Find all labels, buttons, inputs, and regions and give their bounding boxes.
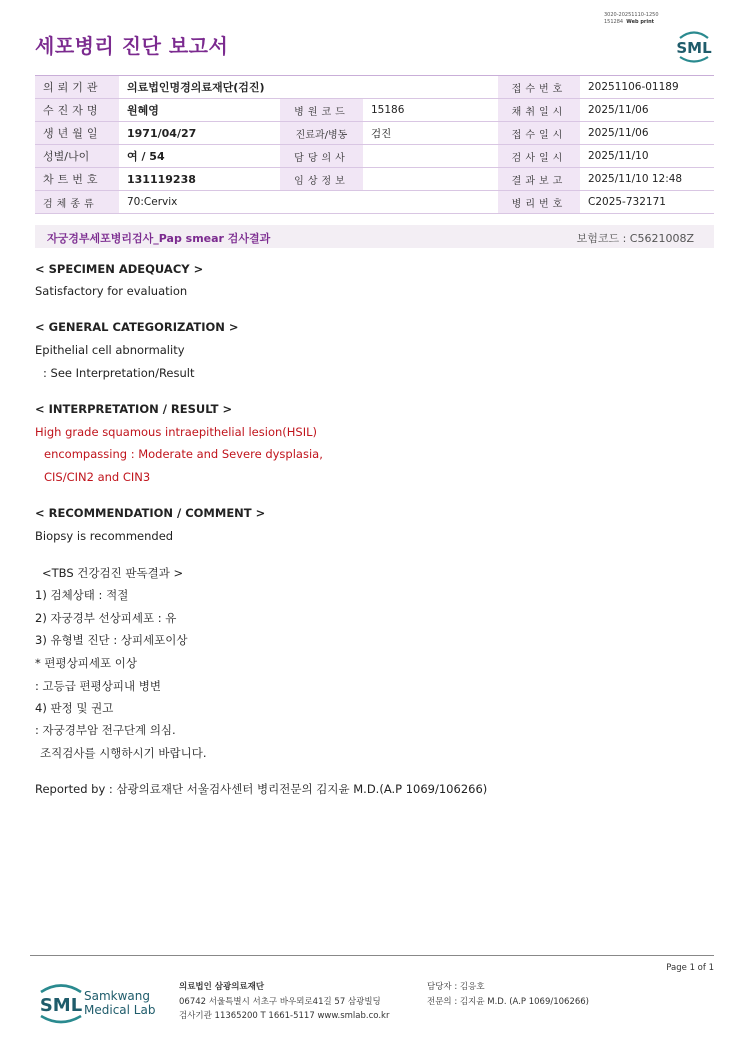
print-id: 3020-20251110-1250 [604, 12, 659, 18]
footer-organization [179, 980, 389, 1024]
patient-info-table [35, 75, 714, 214]
label-hospital-code: 병원코드 [280, 99, 363, 122]
tbs-line: 2) 자궁경부 선상피세포 : 유 [35, 611, 177, 625]
label-patient-name: 수진자명 [35, 99, 119, 122]
tbs-line: 4) 판정 및 권고 [35, 701, 114, 715]
footer-brand [84, 989, 155, 1017]
manager-name: 담당자 : 김응호 [427, 982, 485, 992]
info-row [35, 122, 714, 145]
value-patient-name: 원혜영 [119, 99, 280, 122]
adequacy-heading: < SPECIMEN ADEQUACY > [35, 262, 204, 276]
recommendation-text: Biopsy is recommended [35, 529, 174, 543]
section-header [35, 225, 714, 248]
value-requesting-institution: 의료법인명경의료재단(검진) [119, 76, 498, 99]
page-number: Page 1 of 1 [666, 963, 714, 973]
svg-text:SML: SML [39, 995, 83, 1016]
insurance-code: 보험코드 : C5621008Z [576, 232, 694, 245]
label-collection-date: 채취일시 [498, 99, 580, 122]
page-title: 세포병리 진단 보고서 [35, 34, 229, 58]
tbs-line: 조직검사를 시행하시기 바랍니다. [40, 746, 207, 760]
label-sex-age: 성별/나이 [35, 145, 119, 168]
value-receipt-date: 2025/11/06 [580, 122, 714, 145]
reported-by: Reported by : 삼광의료재단 서울검사센터 병리전문의 김지윤 M.D.(A.P 1069/106266) [35, 782, 488, 796]
tbs-line: : 고등급 편평상피내 병변 [35, 679, 161, 693]
label-birth-date: 생년월일 [35, 122, 119, 145]
section-title: 자궁경부세포병리검사_Pap smear 검사결과 [47, 232, 271, 245]
org-name: 의료법인 삼광의료재단 [179, 982, 265, 992]
specialist-name: 전문의 : 김지윤 M.D. (A.P 1069/106266) [427, 996, 589, 1007]
value-birth-date: 1971/04/27 [119, 122, 280, 145]
value-collection-date: 2025/11/06 [580, 99, 714, 122]
label-requesting-institution: 의뢰기관 [35, 76, 119, 99]
web-print-label: Web print [626, 19, 655, 25]
tbs-line: : 자궁경부암 전구단계 의심. [35, 723, 176, 737]
info-row [35, 191, 714, 214]
tbs-line: * 편평상피세포 이상 [35, 656, 137, 670]
footer-staff [427, 980, 589, 1009]
brand-line-1: Samkwang [84, 989, 150, 1003]
print-code: 151284 Web print [604, 19, 655, 25]
brand-line-2: Medical Lab [84, 1003, 156, 1017]
org-contact: 검사기관 11365200 T 1661-5117 www.smlab.co.kr [179, 1011, 390, 1021]
value-department: 검진 [363, 122, 498, 145]
sml-logo [672, 26, 716, 66]
svg-text:SML: SML [676, 39, 712, 57]
label-pathology-number: 병리번호 [498, 191, 580, 214]
info-row [35, 168, 714, 191]
adequacy-text: Satisfactory for evaluation [35, 284, 188, 298]
label-chart-number: 차트번호 [35, 168, 119, 191]
info-row [35, 145, 714, 168]
value-chart-number: 131119238 [119, 168, 280, 191]
label-receipt-number: 접수번호 [498, 76, 580, 99]
sml-footer-logo [35, 980, 87, 1026]
org-address: 06742 서울특별시 서초구 바우뫼로41길 57 삼광빌딩 [179, 996, 381, 1007]
label-result-report: 결과보고 [498, 168, 580, 191]
value-receipt-number: 20251106-01189 [580, 76, 714, 99]
interpretation-text: High grade squamous intraepithelial lesion(HSIL) [35, 425, 317, 439]
tbs-line: 1) 검체상태 : 적절 [35, 588, 129, 602]
label-department: 진료과/병동 [280, 122, 363, 145]
value-result-report: 2025/11/10 12:48 [580, 168, 714, 191]
interpretation-text: encompassing : Moderate and Severe dysplasia, [44, 447, 323, 461]
interpretation-text: CIS/CIN2 and CIN3 [44, 470, 151, 484]
label-receipt-date: 접수일시 [498, 122, 580, 145]
value-test-date: 2025/11/10 [580, 145, 714, 168]
print-meta [604, 12, 659, 26]
general-text: Epithelial cell abnormality [35, 343, 185, 357]
tbs-line: 3) 유형별 진단 : 상피세포이상 [35, 633, 188, 647]
general-text: : See Interpretation/Result [43, 366, 195, 380]
value-specimen-type: 70:Cervix [119, 191, 498, 214]
info-row [35, 76, 714, 99]
tbs-heading: <TBS 건강검진 판독결과 > [42, 566, 184, 580]
value-pathology-number: C2025-732171 [580, 191, 714, 214]
label-specimen-type: 검체종류 [35, 191, 119, 214]
value-hospital-code: 15186 [363, 99, 498, 122]
footer-divider [30, 955, 714, 956]
recommendation-heading: < RECOMMENDATION / COMMENT > [35, 506, 266, 520]
label-doctor: 담당의사 [280, 145, 363, 168]
label-test-date: 검사일시 [498, 145, 580, 168]
value-sex-age: 여 / 54 [119, 145, 280, 168]
info-row [35, 99, 714, 122]
value-doctor [363, 145, 498, 168]
interpretation-heading: < INTERPRETATION / RESULT > [35, 402, 233, 416]
value-clinical-info [363, 168, 498, 191]
general-heading: < GENERAL CATEGORIZATION > [35, 320, 239, 334]
label-clinical-info: 임상정보 [280, 168, 363, 191]
